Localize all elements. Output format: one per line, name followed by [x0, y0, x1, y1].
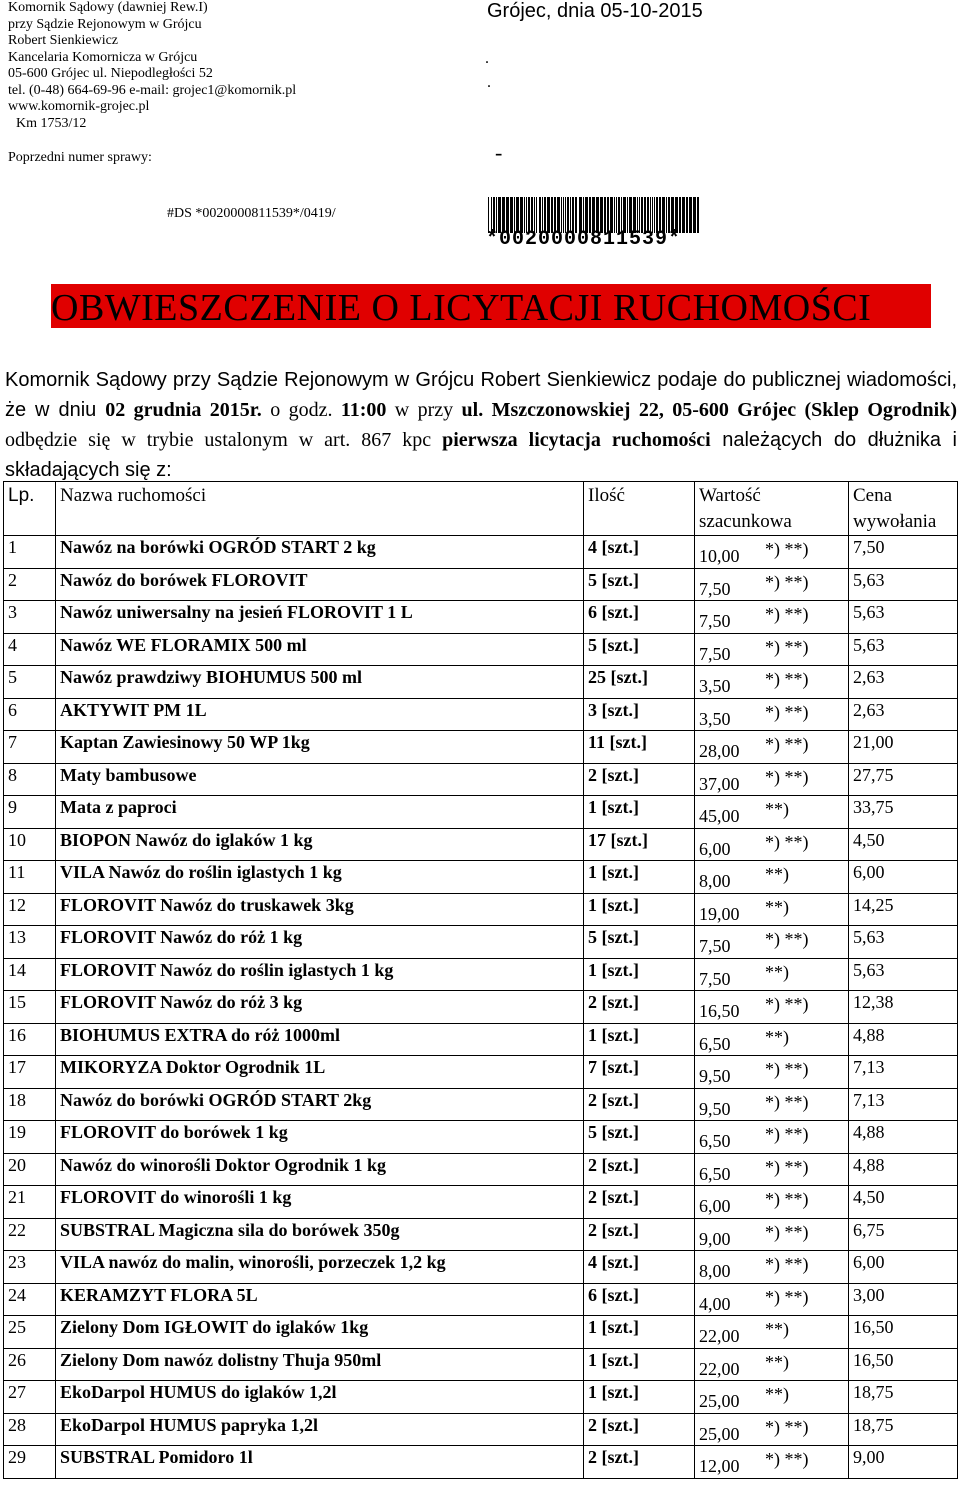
value-marks: *) **) — [765, 766, 809, 787]
cell-value — [695, 1218, 849, 1251]
cell-qty: 17 [szt.] — [584, 828, 695, 861]
bailiff-header — [8, 0, 296, 132]
cell-price: 4,88 — [849, 1153, 958, 1186]
cell-price: 4,50 — [849, 828, 958, 861]
cell-name: Nawóz do winorośli Doktor Ogrodnik 1 kg — [56, 1153, 584, 1186]
value-marks: *) **) — [765, 1416, 809, 1437]
value-marks: *) **) — [765, 1189, 809, 1209]
cell-qty: 1 [szt.] — [584, 1316, 695, 1349]
value-amount: 25,00 — [699, 1423, 740, 1444]
cell-lp: 7 — [4, 731, 56, 764]
value-marks: *) **) — [765, 1221, 809, 1242]
table-row — [4, 1056, 958, 1089]
cell-qty: 2 [szt.] — [584, 763, 695, 796]
value-marks: *) **) — [765, 1156, 809, 1177]
cell-lp: 12 — [4, 893, 56, 926]
value-amount: 6,00 — [699, 1196, 731, 1216]
barcode-text: *0020000811539* — [486, 228, 682, 251]
cell-qty: 25 [szt.] — [584, 666, 695, 699]
cell-price: 5,63 — [849, 958, 958, 991]
cell-price: 6,00 — [849, 1251, 958, 1284]
cell-name: AKTYWIT PM 1L — [56, 698, 584, 731]
value-amount: 12,00 — [699, 1456, 740, 1476]
cell-price: 4,88 — [849, 1121, 958, 1154]
notice-title: OBWIESZCZENIE O LICYTACJI RUCHOMOŚCI — [51, 287, 872, 329]
cell-name: VILA nawóz do malin, winorośli, porzeczek 1,2 kg — [56, 1251, 584, 1284]
auction-kind: pierwsza licytacja ruchomości — [442, 429, 711, 451]
cell-price: 5,63 — [849, 633, 958, 666]
cell-lp: 3 — [4, 601, 56, 634]
value-amount: 9,50 — [699, 1098, 731, 1119]
cell-name: Zielony Dom nawóz dolistny Thuja 950ml — [56, 1348, 584, 1381]
value-amount: 6,00 — [699, 838, 731, 859]
table-row — [4, 568, 958, 601]
cell-name: Nawóz do borówek FLOROVIT — [56, 568, 584, 601]
intro-text: należących do dłużnika i składających się z: — [5, 429, 957, 481]
cell-lp: 27 — [4, 1381, 56, 1414]
cell-qty: 1 [szt.] — [584, 893, 695, 926]
intro-text: Komornik Sądowy przy Sądzie Rejonowym w Grójcu Robert Sienkiewicz podaje do publicznej wiadomości, że w dniu — [5, 369, 957, 421]
cell-lp: 2 — [4, 568, 56, 601]
table-row — [4, 1381, 958, 1414]
cell-price: 33,75 — [849, 796, 958, 829]
cell-qty: 6 [szt.] — [584, 601, 695, 634]
value-marks: *) **) — [765, 929, 809, 949]
table-row — [4, 861, 958, 894]
cell-value — [695, 601, 849, 634]
value-marks: *) **) — [765, 1091, 809, 1112]
cell-value — [695, 1283, 849, 1316]
cell-lp: 20 — [4, 1153, 56, 1186]
value-amount: 6,50 — [699, 1131, 731, 1151]
cell-lp: 11 — [4, 861, 56, 894]
cell-name: EkoDarpol HUMUS papryka 1,2l — [56, 1413, 584, 1446]
cell-lp: 22 — [4, 1218, 56, 1251]
value-amount: 22,00 — [699, 1358, 740, 1379]
cell-lp: 4 — [4, 633, 56, 666]
cell-price: 16,50 — [849, 1316, 958, 1349]
cell-lp: 8 — [4, 763, 56, 796]
cell-price: 9,00 — [849, 1446, 958, 1479]
cell-name: Nawóz uniwersalny na jesień FLOROVIT 1 L — [56, 601, 584, 634]
value-marks: **) — [765, 1319, 789, 1339]
cell-lp: 17 — [4, 1056, 56, 1089]
cell-name: MIKORYZA Doktor Ogrodnik 1L — [56, 1056, 584, 1089]
cell-value — [695, 796, 849, 829]
value-amount: 9,50 — [699, 1066, 731, 1086]
cell-value — [695, 1056, 849, 1089]
cell-value — [695, 926, 849, 959]
ds-code: #DS *0020000811539*/0419/ — [167, 206, 336, 221]
cell-price: 21,00 — [849, 731, 958, 764]
table-row — [4, 536, 958, 569]
value-amount: 25,00 — [699, 1391, 740, 1411]
table-row — [4, 926, 958, 959]
header-line: tel. (0-48) 664-69-96 e-mail: grojec1@komornik.pl — [8, 82, 297, 98]
value-amount: 28,00 — [699, 741, 740, 761]
cell-qty: 5 [szt.] — [584, 633, 695, 666]
cell-value — [695, 893, 849, 926]
intro-text: o godz. — [261, 399, 341, 421]
cell-value — [695, 1348, 849, 1381]
cell-lp: 18 — [4, 1088, 56, 1121]
cell-name: Maty bambusowe — [56, 763, 584, 796]
cell-value — [695, 731, 849, 764]
table-row — [4, 1251, 958, 1284]
value-amount: 7,50 — [699, 611, 731, 631]
cell-value — [695, 958, 849, 991]
cell-price: 5,63 — [849, 926, 958, 959]
cell-qty: 2 [szt.] — [584, 1413, 695, 1446]
table-row — [4, 796, 958, 829]
cell-qty: 1 [szt.] — [584, 958, 695, 991]
value-marks: *) **) — [765, 1286, 809, 1307]
cell-qty: 1 [szt.] — [584, 796, 695, 829]
cell-name: SUBSTRAL Magiczna sila do borówek 350g — [56, 1218, 584, 1251]
cell-lp: 9 — [4, 796, 56, 829]
cell-price: 18,75 — [849, 1413, 958, 1446]
header-line: Robert Sienkiewicz — [8, 33, 119, 48]
col-name: Nazwa ruchomości — [56, 482, 584, 536]
cell-qty: 1 [szt.] — [584, 861, 695, 894]
table-row — [4, 1023, 958, 1056]
cell-qty: 2 [szt.] — [584, 991, 695, 1024]
cell-qty: 2 [szt.] — [584, 1088, 695, 1121]
cell-price: 7,13 — [849, 1056, 958, 1089]
value-marks: *) **) — [765, 831, 809, 852]
cell-value — [695, 991, 849, 1024]
value-amount: 10,00 — [699, 546, 740, 566]
cell-lp: 6 — [4, 698, 56, 731]
cell-value — [695, 568, 849, 601]
table-row — [4, 666, 958, 699]
cell-lp: 25 — [4, 1316, 56, 1349]
header-line: Kancelaria Komornicza w Grójcu — [8, 49, 198, 65]
table-row — [4, 893, 958, 926]
cell-lp: 23 — [4, 1251, 56, 1284]
case-number: Km 1753/12 — [16, 115, 87, 131]
value-marks: *) **) — [765, 571, 809, 592]
cell-lp: 26 — [4, 1348, 56, 1381]
header-line: Komornik Sądowy (dawniej Rew.I) — [8, 0, 208, 15]
cell-qty: 7 [szt.] — [584, 1056, 695, 1089]
value-marks: *) **) — [765, 1059, 809, 1079]
cell-qty: 5 [szt.] — [584, 926, 695, 959]
cell-price: 16,50 — [849, 1348, 958, 1381]
value-marks: *) **) — [765, 1124, 809, 1144]
value-amount: 3,50 — [699, 708, 731, 729]
cell-value — [695, 1381, 849, 1414]
table-row — [4, 698, 958, 731]
previous-case-value: - — [495, 140, 503, 165]
value-marks: *) **) — [765, 994, 809, 1014]
cell-value — [695, 633, 849, 666]
cell-price: 3,00 — [849, 1283, 958, 1316]
cell-qty: 4 [szt.] — [584, 536, 695, 569]
value-amount: 8,00 — [699, 1261, 731, 1281]
value-amount: 19,00 — [699, 903, 740, 924]
legal-article: 867 kpc — [361, 429, 432, 451]
value-marks: **) — [765, 1026, 789, 1047]
value-amount: 16,50 — [699, 1001, 740, 1021]
cell-qty: 5 [szt.] — [584, 568, 695, 601]
cell-name: SUBSTRAL Pomidoro 1l — [56, 1446, 584, 1479]
col-price: Cena wywołania — [849, 482, 958, 536]
cell-qty: 2 [szt.] — [584, 1218, 695, 1251]
notice-intro — [5, 365, 957, 485]
cell-price: 7,13 — [849, 1088, 958, 1121]
cell-value — [695, 666, 849, 699]
cell-name: FLOROVIT do winorośli 1 kg — [56, 1186, 584, 1219]
value-amount: 22,00 — [699, 1326, 740, 1346]
cell-lp: 10 — [4, 828, 56, 861]
value-marks: **) — [765, 1384, 789, 1404]
cell-price: 5,63 — [849, 568, 958, 601]
cell-price: 18,75 — [849, 1381, 958, 1414]
table-row — [4, 1413, 958, 1446]
cell-qty: 5 [szt.] — [584, 1121, 695, 1154]
cell-name: EkoDarpol HUMUS do iglaków 1,2l — [56, 1381, 584, 1414]
value-amount: 37,00 — [699, 773, 740, 794]
cell-name: FLOROVIT Nawóz do roślin iglastych 1 kg — [56, 958, 584, 991]
cell-name: BIOPON Nawóz do iglaków 1 kg — [56, 828, 584, 861]
value-amount: 6,50 — [699, 1033, 731, 1054]
cell-value — [695, 1316, 849, 1349]
table-row — [4, 1218, 958, 1251]
cell-value — [695, 1251, 849, 1284]
cell-lp: 14 — [4, 958, 56, 991]
cell-name: Nawóz prawdziwy BIOHUMUS 500 ml — [56, 666, 584, 699]
value-amount: 9,00 — [699, 1228, 731, 1249]
value-amount: 4,00 — [699, 1293, 731, 1314]
cell-qty: 6 [szt.] — [584, 1283, 695, 1316]
cell-price: 4,88 — [849, 1023, 958, 1056]
cell-value — [695, 763, 849, 796]
cell-name: BIOHUMUS EXTRA do róż 1000ml — [56, 1023, 584, 1056]
value-marks: *) **) — [765, 1254, 809, 1274]
value-marks: **) — [765, 799, 789, 819]
value-amount: 7,50 — [699, 643, 731, 664]
table-row — [4, 1446, 958, 1479]
cell-price: 12,38 — [849, 991, 958, 1024]
table-row — [4, 633, 958, 666]
table-row — [4, 601, 958, 634]
table-row — [4, 731, 958, 764]
table-row — [4, 1283, 958, 1316]
cell-value — [695, 1446, 849, 1479]
cell-lp: 29 — [4, 1446, 56, 1479]
col-value: Wartość szacunkowa — [695, 482, 849, 536]
cell-lp: 19 — [4, 1121, 56, 1154]
dot-mark: . — [487, 74, 491, 91]
table-row — [4, 958, 958, 991]
cell-qty: 1 [szt.] — [584, 1381, 695, 1414]
cell-qty: 2 [szt.] — [584, 1153, 695, 1186]
cell-name: Nawóz na borówki OGRÓD START 2 kg — [56, 536, 584, 569]
cell-name: FLOROVIT Nawóz do róż 1 kg — [56, 926, 584, 959]
cell-lp: 13 — [4, 926, 56, 959]
table-row — [4, 1186, 958, 1219]
intro-text — [431, 429, 442, 451]
value-amount: 6,50 — [699, 1163, 731, 1184]
cell-value — [695, 1186, 849, 1219]
cell-price: 14,25 — [849, 893, 958, 926]
cell-price: 7,50 — [849, 536, 958, 569]
value-amount: 7,50 — [699, 578, 731, 599]
value-marks: *) **) — [765, 734, 809, 754]
cell-name: FLOROVIT Nawóz do róż 3 kg — [56, 991, 584, 1024]
auction-place: ul. Mszczonowskiej 22, 05-600 Grójec (Sklep Ogrodnik) — [461, 399, 957, 421]
cell-value — [695, 861, 849, 894]
cell-qty: 4 [szt.] — [584, 1251, 695, 1284]
cell-value — [695, 1121, 849, 1154]
value-marks: *) **) — [765, 1449, 809, 1469]
cell-lp: 24 — [4, 1283, 56, 1316]
cell-lp: 16 — [4, 1023, 56, 1056]
cell-lp: 5 — [4, 666, 56, 699]
intro-text: w przy — [386, 399, 462, 421]
cell-price: 6,00 — [849, 861, 958, 894]
cell-price: 5,63 — [849, 601, 958, 634]
value-amount: 7,50 — [699, 968, 731, 989]
cell-value — [695, 1088, 849, 1121]
table-row — [4, 763, 958, 796]
previous-case-label: Poprzedni numer sprawy: — [8, 150, 152, 165]
table-header-row — [4, 482, 958, 536]
value-amount: 3,50 — [699, 676, 731, 696]
value-marks: *) **) — [765, 701, 809, 722]
items-table — [3, 481, 958, 1479]
value-marks: **) — [765, 864, 789, 884]
intro-text: odbędzie się w trybie ustalonym w art. — [5, 429, 362, 451]
value-marks: **) — [765, 896, 789, 917]
cell-lp: 21 — [4, 1186, 56, 1219]
col-qty: Ilość — [584, 482, 695, 536]
cell-name: Zielony Dom IGŁOWIT do iglaków 1kg — [56, 1316, 584, 1349]
cell-name: FLOROVIT do borówek 1 kg — [56, 1121, 584, 1154]
cell-name: FLOROVIT Nawóz do truskawek 3kg — [56, 893, 584, 926]
value-amount: 8,00 — [699, 871, 731, 891]
value-marks: **) — [765, 1351, 789, 1372]
cell-value — [695, 1153, 849, 1186]
table-row — [4, 991, 958, 1024]
value-amount: 45,00 — [699, 806, 740, 826]
header-line: przy Sądzie Rejonowym w Grójcu — [8, 16, 202, 32]
auction-time: 11:00 — [340, 399, 387, 421]
value-marks: *) **) — [765, 539, 809, 559]
col-lp: Lp. — [4, 482, 56, 536]
cell-qty: 11 [szt.] — [584, 731, 695, 764]
cell-qty: 2 [szt.] — [584, 1446, 695, 1479]
cell-value — [695, 1023, 849, 1056]
cell-name: VILA Nawóz do roślin iglastych 1 kg — [56, 861, 584, 894]
cell-name: Kaptan Zawiesinowy 50 WP 1kg — [56, 731, 584, 764]
auction-date: 02 grudnia 2015r. — [105, 399, 262, 421]
table-row — [4, 1316, 958, 1349]
value-marks: *) **) — [765, 669, 809, 689]
cell-qty: 2 [szt.] — [584, 1186, 695, 1219]
header-line: www.komornik-grojec.pl — [8, 99, 150, 114]
cell-price: 2,63 — [849, 698, 958, 731]
value-amount: 7,50 — [699, 936, 731, 956]
table-row — [4, 1121, 958, 1154]
cell-qty: 1 [szt.] — [584, 1348, 695, 1381]
cell-name: Mata z paproci — [56, 796, 584, 829]
notice-title-banner — [51, 284, 931, 328]
cell-name: KERAMZYT FLORA 5L — [56, 1283, 584, 1316]
cell-value — [695, 536, 849, 569]
cell-qty: 3 [szt.] — [584, 698, 695, 731]
cell-price: 2,63 — [849, 666, 958, 699]
cell-price: 4,50 — [849, 1186, 958, 1219]
cell-price: 27,75 — [849, 763, 958, 796]
cell-value — [695, 1413, 849, 1446]
value-marks: *) **) — [765, 604, 809, 624]
cell-value — [695, 828, 849, 861]
value-marks: *) **) — [765, 636, 809, 657]
cell-value — [695, 698, 849, 731]
cell-price: 6,75 — [849, 1218, 958, 1251]
place-date: Grójec, dnia 05-10-2015 — [487, 0, 703, 22]
cell-qty: 1 [szt.] — [584, 1023, 695, 1056]
dot-mark: . — [485, 50, 489, 67]
cell-lp: 15 — [4, 991, 56, 1024]
table-row — [4, 828, 958, 861]
cell-name: Nawóz do borówki OGRÓD START 2kg — [56, 1088, 584, 1121]
cell-name: Nawóz WE FLORAMIX 500 ml — [56, 633, 584, 666]
cell-lp: 28 — [4, 1413, 56, 1446]
header-line: 05-600 Grójec ul. Niepodległości 52 — [8, 66, 213, 81]
table-row — [4, 1088, 958, 1121]
table-row — [4, 1348, 958, 1381]
table-row — [4, 1153, 958, 1186]
cell-lp: 1 — [4, 536, 56, 569]
value-marks: **) — [765, 961, 789, 982]
